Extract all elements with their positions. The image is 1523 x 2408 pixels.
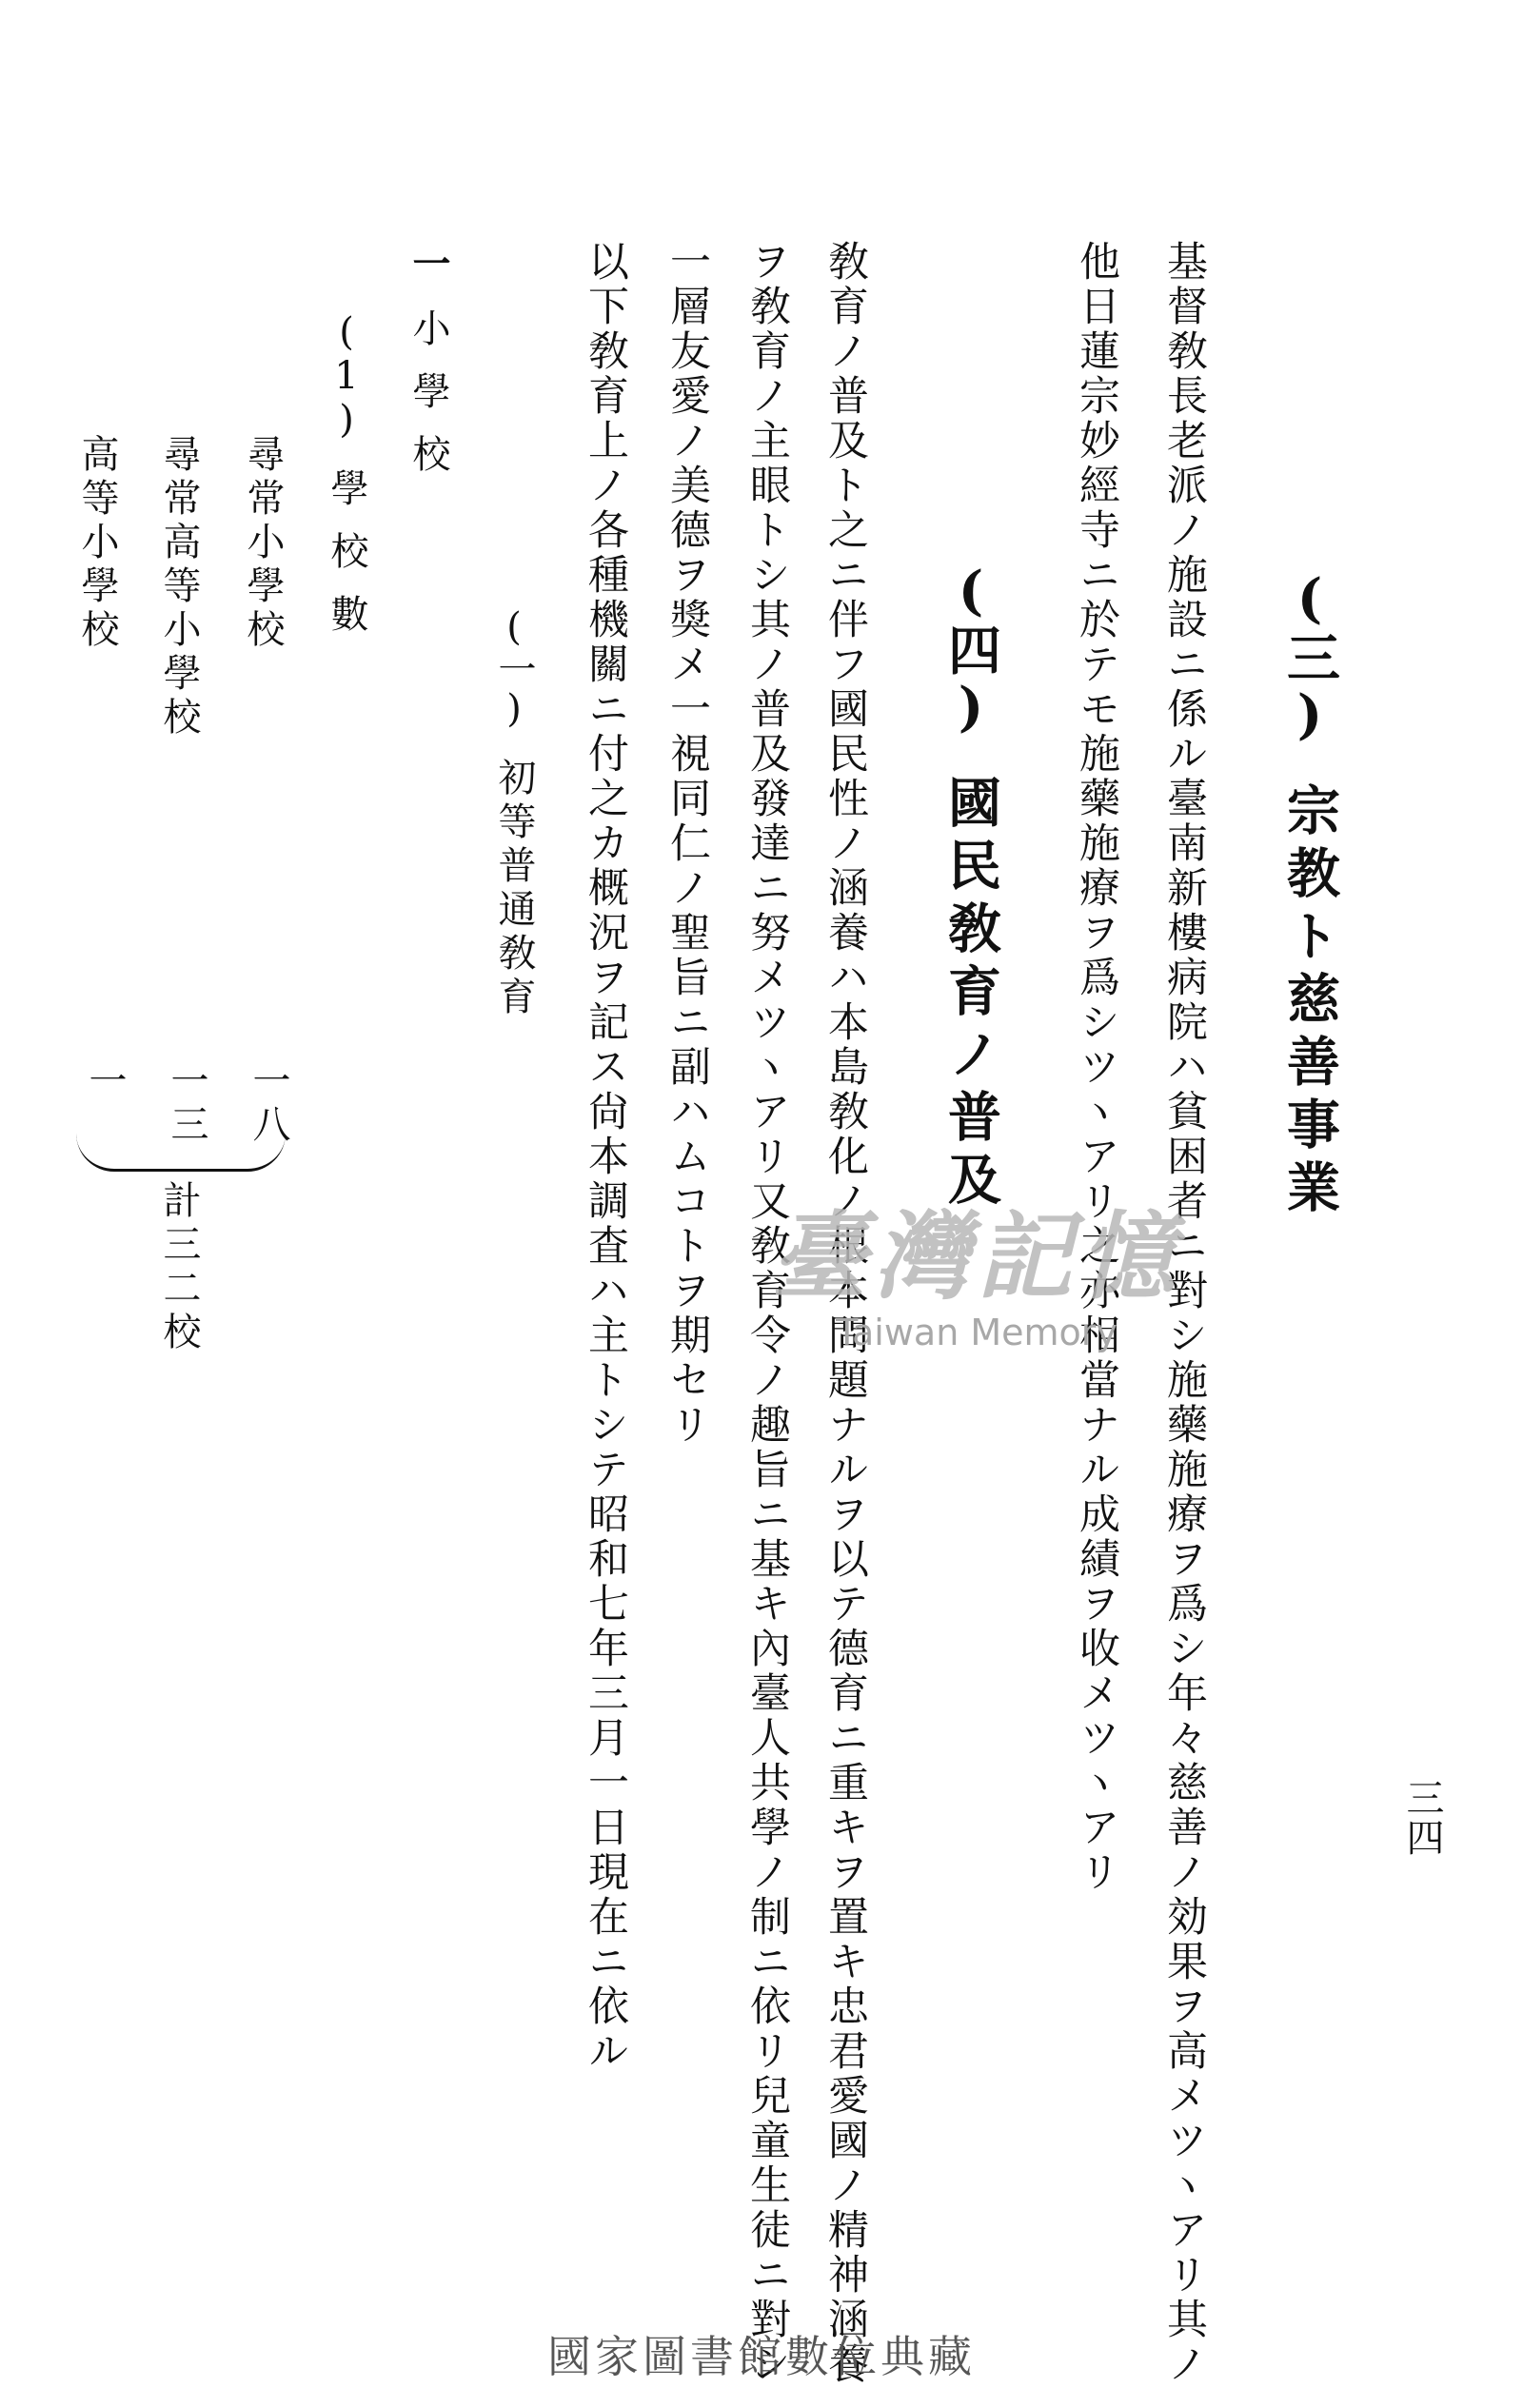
section-four-heading — [940, 560, 1002, 1214]
section-three-title: 宗教ト慈善事業 — [1278, 782, 1341, 1222]
watermark — [771, 1180, 1182, 1353]
school-count-marker: (1) — [325, 310, 368, 442]
section-three-number: (三) — [1278, 567, 1341, 746]
section-three-line-1: 基督敎長老派ノ施設ニ係ル臺南新樓病院ハ貧困者ニ對シ施藥施療ヲ爲シ年々慈善ノ効果ヲ高メツヽアリ其ノ — [1160, 240, 1208, 2387]
school-type-1: 尋常小學校 — [241, 434, 285, 653]
section-four-title: 國民敎育ノ普及 — [940, 775, 1002, 1214]
elementary-title: 小學校 — [406, 308, 450, 497]
subsection-heading — [492, 605, 536, 1020]
footer-credit: 國家圖書館數位典藏 — [547, 2331, 976, 2382]
subsection-title: 初等普通敎育 — [492, 758, 536, 1020]
school-count-2: 一三 — [165, 1060, 208, 1148]
grouping-brace — [76, 1131, 286, 1172]
section-four-line-2: ヲ敎育ノ主眼トシ其ノ普及發達ニ努メツヽアリ又敎育令ノ趣旨ニ基キ內臺人共學ノ制ニ依リ兒童生徒ニ對シ — [743, 240, 791, 2387]
watermark-english: Taiwan Memory — [836, 1312, 1118, 1353]
watermark-chinese: 臺灣記憶 — [771, 1200, 1182, 1313]
section-four-line-4: 以下敎育上ノ各種機關ニ付之カ概況ヲ記ス尙本調査ハ主トシテ昭和七年三月一日現在ニ依ル — [582, 240, 629, 2074]
school-count-3: 一 — [83, 1060, 127, 1104]
elementary-marker: 一 — [406, 244, 451, 282]
school-count-title: 學校數 — [325, 468, 368, 657]
section-four-line-1: 敎育ノ普及ト之ニ伴フ國民性ノ涵養ハ本島敎化ノ根本問題ナルヲ以テ德育ニ重キヲ置キ忠君愛國ノ精神涵養 — [821, 240, 869, 2387]
school-type-3: 高等小學校 — [75, 434, 119, 653]
section-four-line-3: 一層友愛ノ美德ヲ獎メ一視同仁ノ聖旨ニ副ハムコトヲ期セリ — [663, 240, 711, 1448]
school-count-heading — [327, 310, 366, 657]
school-type-2: 尋常高等小學校 — [157, 434, 201, 740]
school-count-1: 一八 — [247, 1060, 290, 1148]
subsection-marker: (一) — [492, 605, 536, 731]
page-number: 三四 — [1400, 1778, 1444, 1858]
section-four-number: (四) — [940, 560, 1002, 739]
section-three-heading — [1278, 567, 1341, 1222]
elementary-heading — [406, 244, 451, 497]
school-total: 計三二校 — [157, 1180, 201, 1355]
section-three-line-2: 他日蓮宗妙經寺ニ於テモ施藥施療ヲ爲シツヽアリ之亦相當ナル成績ヲ收メツヽアリ — [1073, 240, 1120, 1895]
